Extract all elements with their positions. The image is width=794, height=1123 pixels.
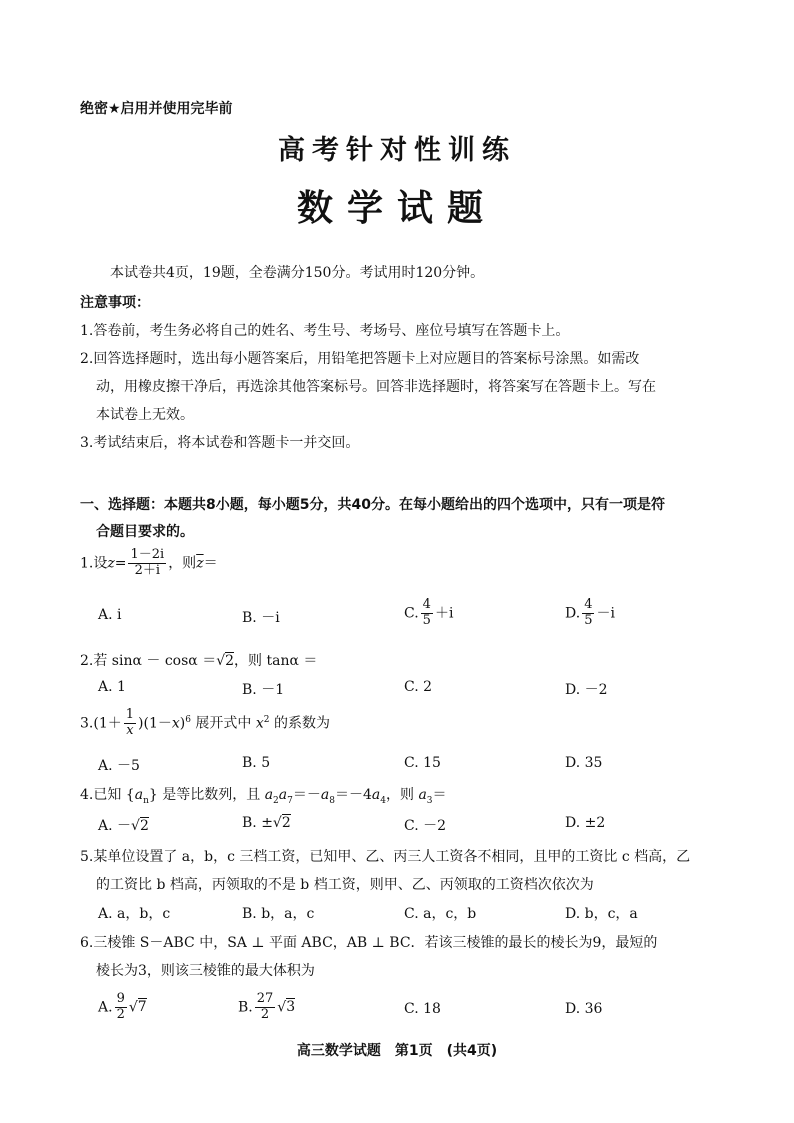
q6b-num: 27: [256, 991, 274, 1006]
q4-t5: a: [418, 787, 427, 803]
q3-den: x: [126, 722, 134, 738]
exam-intro: 本试卷共4页，19题，全卷满分150分。考试用时120分钟。: [110, 265, 485, 281]
q6b-label: B.: [238, 999, 253, 1016]
q4-t3: a: [320, 787, 330, 803]
q1c-num: 4: [422, 597, 431, 612]
q1-option-b: B. －i: [242, 610, 280, 626]
q6b-fraction: [255, 992, 276, 1023]
question-4-stem: [80, 784, 447, 806]
q3-p4: 展开式中: [190, 715, 256, 732]
exam-title: 高考针对性训练: [278, 135, 516, 166]
q4-s2: 2: [273, 795, 279, 806]
q4-sub-n: n: [143, 795, 149, 806]
exam-subject-title: 数学试题: [296, 188, 497, 229]
q5-option-d: D. b，c，a: [565, 906, 638, 922]
q2-sqrt: 2: [225, 653, 235, 669]
q3-p2: )(1－: [138, 715, 172, 732]
notice-item-2-end: 本试卷上无效。: [96, 407, 194, 423]
q6-option-b: B. $\frac{27}{2}$ √3: [238, 991, 296, 1022]
q1-zbar: $\overline{z}$: [196, 555, 204, 572]
q3-option-d: D. 35: [565, 755, 603, 771]
q4-p1: 4.已知 {: [80, 787, 135, 803]
q4-p6: ＝: [432, 787, 447, 803]
question-5-stem: 5.某单位设置了 a，b，c 三档工资，已知甲、乙、丙三人工资各不相同，且甲的工资比 c 档高，乙: [80, 849, 691, 865]
q4-s7: 7: [287, 795, 293, 806]
q4-s8: 8: [329, 795, 335, 806]
question-5-stem-cont: 的工资比 b 档高，丙领取的不是 b 档工资，则甲、乙、丙领取的工资档次依次为: [96, 877, 594, 893]
q1-suffix: ，则: [168, 555, 197, 572]
q6a-den: 2: [116, 1006, 125, 1022]
question-2-stem: 2.若 sinα － cosα ＝√2，则 tanα ＝: [80, 653, 318, 669]
q6a-fraction: [115, 992, 127, 1023]
q3-p1: 3.(1＋: [80, 715, 122, 732]
q1d-fraction: [582, 598, 594, 629]
q4-t2: a: [278, 787, 288, 803]
q1-z: z: [107, 555, 115, 572]
q4-t1: a: [264, 787, 274, 803]
q1d-num: 4: [584, 597, 593, 612]
q4-s4: 4: [380, 795, 386, 806]
q6-option-a: A. $\frac{9}{2}$ √7: [98, 991, 147, 1022]
q5-option-c: C. a，c，b: [404, 906, 477, 922]
q6-option-d: D. 36: [565, 1001, 603, 1017]
q6b-sqrt: 3: [286, 999, 296, 1016]
q2-stem-pre: 2.若 sinα － cosα ＝: [80, 653, 217, 669]
section-heading: 一、选择题：本题共8小题，每小题5分，共40分。在每小题给出的四个选项中，只有一项是符: [80, 497, 665, 513]
notice-item-2-cont: 动，用橡皮擦干净后，再选涂其他答案标号。回答非选择题时，将答案写在答题卡上。写在: [96, 379, 656, 395]
q1d-post: －i: [596, 605, 615, 622]
q6b-den: 2: [260, 1006, 270, 1022]
confidential-label: 绝密★启用并使用完毕前: [80, 101, 233, 117]
q1-end: ＝: [203, 555, 218, 572]
question-6-stem-cont: 棱长为3，则该三棱锥的最大体积为: [96, 963, 315, 979]
q1-option-d: [565, 598, 615, 629]
q4b-pre: B. ±: [242, 815, 273, 831]
q1-option-c: [404, 598, 453, 629]
q3-num: 1: [125, 707, 135, 722]
q1-fraction: [128, 548, 166, 579]
q1d-label: D.: [565, 605, 581, 622]
notice-item-3: 3.考试结束后，将本试卷和答题卡一并交回。: [80, 435, 360, 451]
q4-s3: 3: [426, 795, 433, 806]
q2-option-b: B. －1: [242, 682, 285, 698]
q5-option-a: A. a，b，c: [98, 906, 171, 922]
q1-denominator: 2＋i: [134, 562, 161, 578]
q4-a: a: [134, 787, 144, 803]
q2-option-d: D. －2: [565, 682, 608, 698]
q4-p5: ，则: [385, 787, 419, 803]
q2-option-c: C. 2: [404, 679, 433, 695]
q3-p5: 的系数为: [269, 715, 330, 732]
q6-option-c: C. 18: [404, 1001, 441, 1017]
q3-p3: ): [179, 715, 186, 732]
q3-x2: x: [255, 715, 264, 732]
question-3-stem: [80, 708, 330, 739]
q4-p2: } 是等比数列，且: [148, 787, 265, 803]
notice-item-2: 2.回答选择题时，选出每小题答案后，用铅笔把答题卡上对应题目的答案标号涂黑。如需改: [80, 351, 640, 367]
q4a-sqrt: 2: [139, 818, 149, 834]
q2-stem-post: ，则 tanα ＝: [234, 653, 318, 669]
q1-prefix: 1.设: [80, 555, 108, 572]
q4-p3: ＝－: [292, 787, 321, 803]
q4-option-b: B. ±√2: [242, 815, 291, 831]
question-6-stem: 6.三棱锥 S－ABC 中，SA ⊥ 平面 ABC，AB ⊥ BC．若该三棱锥的最长的棱长为9，最短的: [80, 935, 658, 951]
q4-option-d: D. ±2: [565, 815, 606, 831]
q3-option-b: B. 5: [242, 755, 271, 771]
q3-exp2: 2: [263, 714, 270, 725]
q2-option-a: A. 1: [98, 679, 126, 695]
q3-option-a: A. －5: [98, 758, 140, 774]
section-heading-cont: 合题目要求的。: [96, 524, 194, 540]
q5-option-b: B. b，a，c: [242, 906, 315, 922]
q1d-den: 5: [584, 612, 593, 628]
notice-item-1: 1.答卷前，考生务必将自己的姓名、考生号、考场号、座位号填写在答题卡上。: [80, 323, 570, 339]
q6a-sqrt: 7: [137, 999, 147, 1016]
q1c-post: ＋i: [434, 605, 454, 622]
q6a-num: 9: [116, 991, 125, 1006]
q4-option-c: C. －2: [404, 818, 447, 834]
q1-numerator: 1－2i: [130, 547, 165, 562]
q4b-sqrt: 2: [281, 815, 291, 831]
q1c-fraction: [421, 598, 433, 629]
q3-x: x: [171, 715, 180, 732]
question-1-stem: [80, 548, 218, 579]
q4-t4: a: [371, 787, 381, 803]
q6a-label: A.: [98, 999, 113, 1016]
q1c-den: 5: [422, 612, 431, 628]
q3-option-c: C. 15: [404, 755, 441, 771]
q1-eq: =: [114, 555, 127, 572]
q4a-pre: A. －: [98, 818, 132, 834]
q3-exp: 6: [185, 714, 191, 725]
q4-option-a: A. －√2: [98, 818, 149, 834]
q1-option-a: A. i: [98, 607, 122, 623]
q4-p4: ＝－4: [334, 787, 372, 803]
page-footer: 高三数学试题 第1页 (共4页): [296, 1043, 498, 1059]
notice-heading: 注意事项：: [80, 295, 150, 311]
q3-fraction: [124, 708, 136, 739]
q1c-label: C.: [404, 605, 419, 622]
